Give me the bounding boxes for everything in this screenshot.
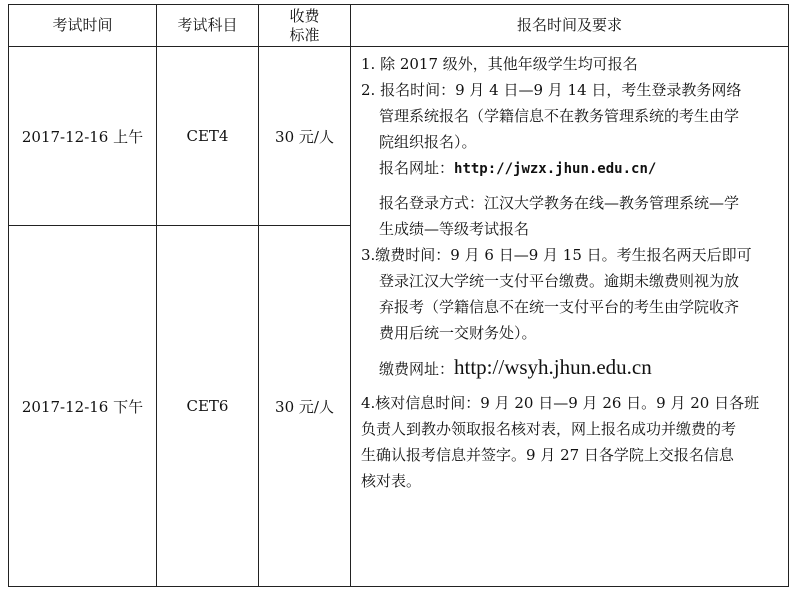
reg-url-label: 报名网址： (379, 159, 455, 177)
pay-url-line (361, 354, 782, 382)
req-item-2-line1: 2. 报名时间：9 月 4 日—9 月 14 日，考生登录教务网络 (361, 81, 742, 99)
req-item-4-line4: 核对表。 (361, 472, 422, 490)
req-item-4-line1: 4.核对信息时间：9 月 20 日—9 月 26 日。9 月 20 日各班 (361, 394, 760, 412)
row1-subject: CET4 (157, 47, 259, 226)
pay-url-label: 缴费网址： (379, 360, 455, 378)
reg-url-link[interactable]: http://jwzx.jhun.edu.cn/ (454, 161, 657, 177)
header-requirements: 报名时间及要求 (351, 5, 789, 47)
exam-schedule-table (8, 4, 789, 587)
row1-fee: 30 元/人 (259, 47, 351, 226)
reg-login-line1: 报名登录方式：江汉大学教务在线—教务管理系统—学 (379, 194, 740, 212)
header-fee-line2: 标准 (289, 25, 320, 44)
req-item-2-line2: 管理系统报名（学籍信息不在教务管理系统的考生由学 (379, 107, 740, 125)
row1-exam-time: 2017-12-16 上午 (9, 47, 157, 226)
reg-url-line (361, 155, 782, 182)
row2-exam-time: 2017-12-16 下午 (9, 226, 157, 587)
req-item-4-line3: 生确认报考信息并签字。9 月 27 日各学院上交报名信息 (361, 446, 734, 464)
req-item-3-line1: 3.缴费时间：9 月 6 日—9 月 15 日。考生报名两天后即可 (361, 246, 752, 264)
req-item-3-line4: 费用后统一交财务处）。 (379, 324, 537, 342)
header-exam-subject: 考试科目 (157, 5, 259, 47)
requirements-cell (351, 47, 789, 587)
req-item-2-line3: 院组织报名）。 (379, 133, 477, 151)
req-item-3-line2: 登录江汉大学统一支付平台缴费。逾期未缴费则视为放 (379, 272, 740, 290)
req-item-1: 1. 除 2017 级外，其他年级学生均可报名 (361, 55, 638, 73)
row2-fee: 30 元/人 (259, 226, 351, 587)
header-row (9, 5, 789, 47)
row2-subject: CET6 (157, 226, 259, 587)
header-fee (259, 5, 351, 47)
req-item-4-line2: 负责人到教办领取报名核对表，网上报名成功并缴费的考 (361, 420, 737, 438)
table-row (9, 47, 789, 226)
header-exam-time: 考试时间 (9, 5, 157, 47)
header-fee-line1: 收费 (289, 6, 320, 25)
req-item-3-line3: 弃报考（学籍信息不在统一支付平台的考生由学院收齐 (379, 298, 740, 316)
reg-login-line2: 生成绩—等级考试报名 (379, 220, 530, 238)
pay-url-link[interactable]: http://wsyh.jhun.edu.cn (454, 355, 652, 379)
